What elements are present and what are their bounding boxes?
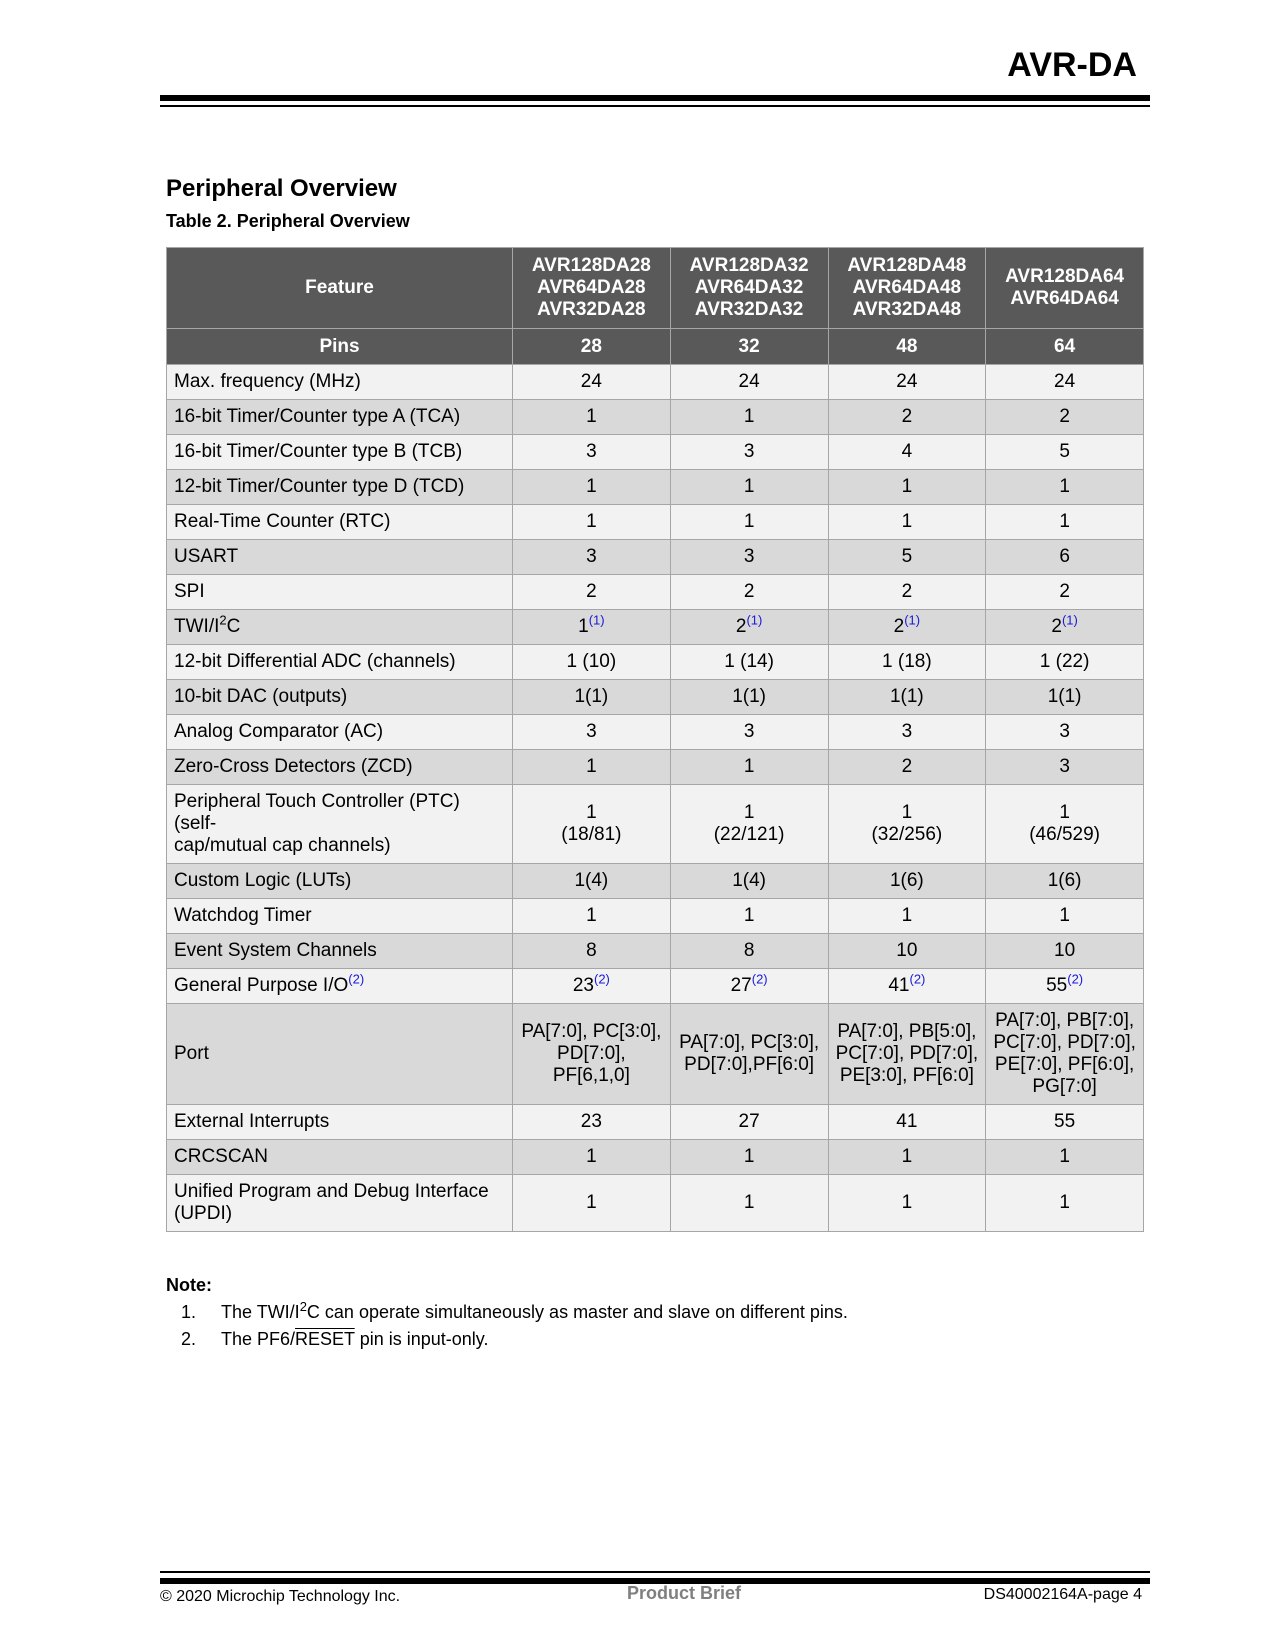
cell-text: 3 [1059,756,1070,777]
value-cell [513,934,671,969]
cell-text: 1 [1059,1146,1070,1167]
table-row [167,400,1144,435]
cell-text: 3 [1059,721,1070,742]
value-cell [986,365,1144,400]
cell-text: 1 [901,1146,913,1167]
cell-text: Zero-Cross Detectors (ZCD) [174,756,413,777]
value-cell [828,435,986,470]
value-cell [986,1105,1144,1140]
cell-text: 3 [743,441,755,462]
value-cell [828,750,986,785]
footer-page-number: DS40002164A-page 4 [983,1586,1142,1603]
cell-text: 1 (46/529) [1029,802,1101,845]
value-cell [513,1140,671,1175]
value-cell [670,470,828,505]
value-cell [513,1004,671,1105]
cell-text: 1 [901,1192,913,1213]
feature-cell [167,680,513,715]
cell-text: 2 [901,406,913,427]
footnote-ref-link[interactable]: (1) [588,612,605,628]
table-row [167,575,1144,610]
value-cell [670,575,828,610]
cell-text: 10 [1054,940,1076,961]
value-cell [986,645,1144,680]
table-caption: Table 2. Peripheral Overview [166,211,410,231]
cell-text: 1 [743,1192,755,1213]
feature-cell [167,365,513,400]
cell-text: 5 [1059,441,1070,462]
cell-text: 3 [586,721,597,742]
cell-text: 4 [901,441,913,462]
value-cell [513,1105,671,1140]
cell-text: 1(6) [889,870,924,891]
cell-text: 2 [586,581,597,602]
value-cell [828,899,986,934]
value-cell [513,645,671,680]
value-cell [670,645,828,680]
cell-text: Real-Time Counter (RTC) [174,511,391,532]
value-cell [828,400,986,435]
value-cell [986,715,1144,750]
model-header: AVR128DA64 AVR64DA64 [986,248,1144,329]
value-cell [670,934,828,969]
value-cell [828,1004,986,1105]
pins-value: 32 [670,329,828,365]
note-text: C can operate simultaneously as master and slave on different pins. [306,1302,848,1322]
cell-text: 2 [901,756,913,777]
cell-text: PA[7:0], PB[7:0], PC[7:0], PD[7:0], PE[7:0], PF[6:0], PG[7:0] [993,1010,1136,1097]
cell-text: Max. frequency (MHz) [174,371,361,392]
model-header: AVR128DA32 AVR64DA32 AVR32DA32 [670,248,828,329]
cell-text: 1 [743,511,755,532]
table-row [167,864,1144,899]
value-cell [828,680,986,715]
value-cell [986,575,1144,610]
feature-cell [167,864,513,899]
value-cell [986,470,1144,505]
cell-text: 1 [743,905,755,926]
value-cell [828,864,986,899]
table-row [167,505,1144,540]
value-cell [986,864,1144,899]
value-cell [828,715,986,750]
value-cell [986,969,1144,1004]
table-row [167,715,1144,750]
note-superscript: 2 [299,1299,307,1314]
table-row [167,969,1144,1004]
value-cell [828,1175,986,1232]
value-cell [986,505,1144,540]
cell-text: 1 [1059,511,1070,532]
cell-text: 24 [896,371,918,392]
pins-value: 48 [828,329,986,365]
value-cell [986,750,1144,785]
value-cell [670,680,828,715]
value-cell [513,899,671,934]
feature-cell [167,1140,513,1175]
value-cell [670,540,828,575]
cell-text: 55 [1046,975,1068,996]
cell-text: 1 (14) [724,651,774,672]
feature-cell [167,575,513,610]
table-row [167,1175,1144,1232]
cell-text: 1 (22/121) [713,802,785,845]
table-row [167,750,1144,785]
header-rule-thin [160,105,1150,107]
note-text: The PF6/ [221,1329,296,1349]
table-row [167,785,1144,864]
value-cell [513,969,671,1004]
footnote-ref-link[interactable]: (2) [751,971,768,987]
cell-text: 24 [738,371,760,392]
footnote-ref-link[interactable]: (1) [1061,612,1078,628]
value-cell [513,864,671,899]
table-row [167,934,1144,969]
cell-text: 24 [580,371,602,392]
value-cell [670,969,828,1004]
value-cell [670,899,828,934]
feature-cell [167,505,513,540]
table-row [167,470,1144,505]
cell-text: 3 [743,721,755,742]
note-item [181,1299,848,1323]
cell-text: 1 [586,406,597,427]
value-cell [513,750,671,785]
cell-text: 1 [586,756,597,777]
cell-text: 1(6) [1047,870,1082,891]
cell-text: Custom Logic (LUTs) [174,870,352,891]
cell-text: 2 [1059,406,1070,427]
cell-text: 5 [901,546,913,567]
pins-value: 28 [513,329,671,365]
value-cell [513,365,671,400]
cell-text: PA[7:0], PC[3:0], PD[7:0], PF[6,1,0] [521,1021,662,1086]
cell-text: 1 [1059,905,1070,926]
cell-text: 1 [586,905,597,926]
cell-text: 2 [901,581,913,602]
cell-text: 1 (18/81) [561,802,622,845]
value-cell [513,505,671,540]
note-reset-signal: RESET [295,1329,355,1349]
table-row [167,1140,1144,1175]
cell-text: Peripheral Touch Controller (PTC) (self- cap/mutual cap channels) [174,791,460,856]
note-item [181,1329,488,1350]
cell-text: 1 [743,1146,755,1167]
value-cell [670,365,828,400]
feature-cell [167,1004,513,1105]
cell-text: 1 [1059,476,1070,497]
cell-text: 3 [586,546,597,567]
value-cell [828,1105,986,1140]
header-rule-thick [160,95,1150,101]
value-cell [513,575,671,610]
cell-text: 2 [1059,581,1070,602]
value-cell [670,715,828,750]
cell-text: 10 [896,940,918,961]
feature-cell [167,470,513,505]
cell-text: 10-bit DAC (outputs) [174,686,348,707]
value-cell [986,1140,1144,1175]
value-cell [513,540,671,575]
value-cell [828,540,986,575]
cell-text: C [226,616,241,637]
cell-text: 41 [888,975,910,996]
section-heading: Peripheral Overview [166,175,397,202]
cell-text: 1 [586,511,597,532]
value-cell [670,864,828,899]
feature-cell [167,400,513,435]
document-title: AVR-DA [1007,46,1137,84]
value-cell [828,470,986,505]
feature-cell [167,540,513,575]
cell-text: 2 [743,581,755,602]
cell-text: 3 [901,721,913,742]
feature-cell [167,969,513,1004]
cell-text: General Purpose I/O [174,975,349,996]
table-row [167,899,1144,934]
value-cell [828,969,986,1004]
cell-text: 1(4) [574,870,609,891]
value-cell [986,435,1144,470]
table-row [167,645,1144,680]
table-header-row [167,248,1144,329]
value-cell [828,645,986,680]
cell-text: SPI [174,581,205,602]
feature-cell [167,785,513,864]
table-row [167,435,1144,470]
cell-text: 16-bit Timer/Counter type A (TCA) [174,406,461,427]
feature-cell [167,645,513,680]
feature-cell [167,435,513,470]
cell-text: PA[7:0], PB[5:0], PC[7:0], PD[7:0], PE[3:0], PF[6:0] [835,1021,979,1086]
value-cell [670,610,828,645]
cell-text: External Interrupts [174,1111,330,1132]
note-text: pin is input-only. [354,1329,489,1349]
value-cell [828,365,986,400]
table-body [167,365,1144,1232]
cell-text: 27 [730,975,752,996]
cell-text: Port [174,1043,209,1064]
cell-text: 1 [901,511,913,532]
footnote-ref-link[interactable]: (2) [909,971,926,987]
value-cell [513,785,671,864]
cell-text: 6 [1059,546,1070,567]
value-cell [828,934,986,969]
value-cell [513,610,671,645]
cell-text: 23 [580,1111,602,1132]
feature-cell [167,934,513,969]
value-cell [670,750,828,785]
cell-text: 8 [743,940,755,961]
cell-text: 1(1) [1047,686,1082,707]
cell-text: 1 [578,616,589,637]
cell-text: 2 [1051,616,1062,637]
footnote-ref-link[interactable]: (1) [904,612,921,628]
value-cell [670,785,828,864]
cell-text: 2 [893,616,905,637]
note-number: 2. [181,1329,197,1349]
value-cell [986,899,1144,934]
feature-cell [167,899,513,934]
feature-cell [167,1105,513,1140]
footnote-ref-link[interactable]: (2) [348,971,365,987]
value-cell [670,1105,828,1140]
footer-copyright: © 2020 Microchip Technology Inc. [160,1588,401,1605]
value-cell [986,1175,1144,1232]
cell-text: 1(1) [732,686,767,707]
feature-cell [167,715,513,750]
value-cell [513,680,671,715]
cell-text: 1 (22) [1039,651,1090,672]
table-row [167,540,1144,575]
cell-text: 55 [1054,1111,1076,1132]
value-cell [986,785,1144,864]
value-cell [513,715,671,750]
peripheral-overview-table [166,247,1144,1232]
cell-text: 1 [901,905,913,926]
cell-text: 8 [586,940,597,961]
cell-text: PA[7:0], PC[3:0], PD[7:0],PF[6:0] [679,1032,820,1075]
value-cell [670,505,828,540]
value-cell [828,575,986,610]
cell-text: 12-bit Timer/Counter type D (TCD) [174,476,465,497]
pins-value: 64 [986,329,1144,365]
cell-text: Event System Channels [174,940,377,961]
note-number: 1. [181,1302,197,1322]
feature-cell [167,750,513,785]
cell-text: 1 [743,406,755,427]
cell-text: 24 [1054,371,1076,392]
table-row [167,1105,1144,1140]
cell-text: 1 [586,476,597,497]
cell-text: 1 [586,1192,597,1213]
cell-text: 3 [743,546,755,567]
value-cell [986,680,1144,715]
value-cell [986,1004,1144,1105]
footnote-ref-link[interactable]: (2) [594,971,610,987]
cell-text: TWI/I [174,616,220,637]
value-cell [828,785,986,864]
table-row [167,1004,1144,1105]
cell-text: 41 [896,1111,918,1132]
footnote-ref-link[interactable]: (1) [746,612,763,628]
value-cell [828,1140,986,1175]
cell-text: 3 [586,441,597,462]
cell-text: 1 [743,476,755,497]
cell-text: 2 [735,616,747,637]
value-cell [670,435,828,470]
table-row [167,365,1144,400]
value-cell [670,400,828,435]
value-cell [513,1175,671,1232]
pins-label: Pins [167,329,513,365]
note-text: The TWI/I [221,1302,300,1322]
cell-text: 23 [572,975,594,996]
value-cell [986,400,1144,435]
cell-text: 27 [738,1111,760,1132]
cell-text: 1 [743,756,755,777]
cell-text: 1(4) [732,870,767,891]
value-cell [670,1175,828,1232]
cell-text: 1 [1059,1192,1070,1213]
cell-text: 1 (32/256) [871,802,943,845]
value-cell [986,610,1144,645]
cell-text: 1 (10) [566,651,617,672]
cell-text: 1 [901,476,913,497]
cell-text: 1(1) [889,686,924,707]
table-row [167,610,1144,645]
feature-cell [167,610,513,645]
feature-header: Feature [167,248,513,329]
model-header: AVR128DA48 AVR64DA48 AVR32DA48 [828,248,986,329]
cell-text: 1(1) [574,686,609,707]
value-cell [828,610,986,645]
cell-text: Unified Program and Debug Interface (UPDI) [174,1181,489,1224]
footer-doc-type: Product Brief [627,1583,742,1603]
cell-text: CRCSCAN [174,1146,268,1167]
pins-row [167,329,1144,365]
cell-text: 1 [586,1146,597,1167]
value-cell [670,1140,828,1175]
footer-rule-thin [160,1571,1150,1573]
cell-text: Analog Comparator (AC) [174,721,384,742]
table-row [167,680,1144,715]
value-cell [986,934,1144,969]
value-cell [986,540,1144,575]
value-cell [670,1004,828,1105]
value-cell [828,505,986,540]
value-cell [513,470,671,505]
cell-text: 12-bit Differential ADC (channels) [174,651,456,672]
cell-text: Watchdog Timer [174,905,312,926]
superscript: 2 [219,612,227,628]
note-title: Note: [166,1275,212,1295]
footnote-ref-link[interactable]: (2) [1067,971,1084,987]
value-cell [513,435,671,470]
value-cell [513,400,671,435]
feature-cell [167,1175,513,1232]
cell-text: USART [174,546,239,567]
cell-text: 16-bit Timer/Counter type B (TCB) [174,441,463,462]
model-header: AVR128DA28 AVR64DA28 AVR32DA28 [513,248,671,329]
cell-text: 1 (18) [882,651,932,672]
